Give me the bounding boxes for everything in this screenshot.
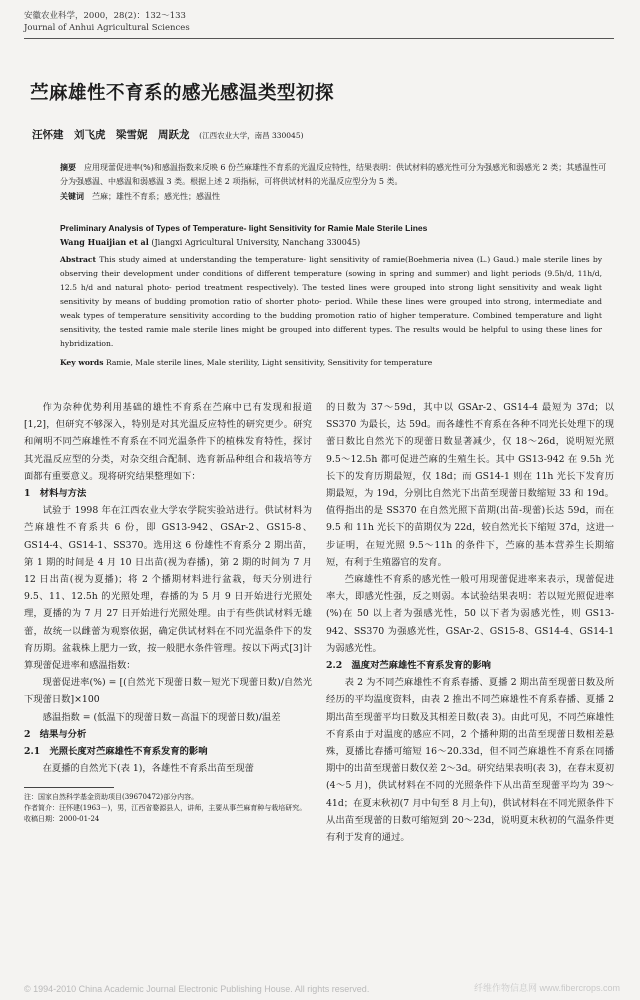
left-column — [24, 399, 312, 846]
watermark: 纤维作物信息网 www.fibercrops.com — [473, 983, 620, 993]
english-author — [60, 236, 614, 249]
english-affiliation: (Jiangxi Agricultural University, Nanchang 330045) — [151, 238, 361, 247]
copyright-line: © 1994-2010 China Academic Journal Electronic Publishing House. All rights reserved. — [24, 984, 370, 994]
english-keywords-label: Key words — [60, 358, 104, 367]
body-columns — [24, 399, 614, 846]
right-column — [326, 399, 614, 846]
body-paragraph: 感温指数 = (低温下的现蕾日数－高温下的现蕾日数)/温差 — [42, 711, 281, 723]
abstract-label: 摘要 — [60, 162, 76, 172]
english-keywords-text: Ramie, Male sterile lines, Male sterility, Light sensitivity, Sensitivity for temperature — [105, 358, 433, 367]
english-abstract-label: Abstract — [60, 255, 97, 264]
authors: 汪怀建 刘飞虎 梁雪妮 周跃龙 — [32, 129, 190, 141]
section-heading: 2.2 温度对苎麻雄性不育系发育的影响 — [326, 660, 491, 672]
author-line — [32, 127, 614, 142]
section-heading: 2.1 光照长度对苎麻雄性不育系发育的影响 — [24, 746, 208, 758]
page-footer — [24, 984, 620, 994]
section-heading: 1 材料与方法 — [24, 488, 87, 500]
journal-name-en: Journal of Anhui Agricultural Sciences — [24, 23, 190, 33]
english-title: Preliminary Analysis of Types of Temperature- light Sensitivity for Ramie Male Sterile Lines — [60, 223, 428, 233]
body-paragraph: 作为杂种优势利用基础的雄性不育系在苎麻中已有发现和报道[1,2]，但研究不够深入，特别是对其光温反应特性的研究更少。研究和阐明不同苎麻雄性不育系在不同光温条件下的植株发育特性，探讨其光温反应型的分类，对杂交组合配制、选育新品种组合和栽培等方面都有重要意义。现将研究结果整理如下： — [24, 402, 312, 482]
section-heading: 2 结果与分析 — [24, 728, 87, 740]
body-paragraph: 现蕾促进率(%) = [(自然光下现蕾日数－短光下现蕾日数)/自然光下现蕾日数]×100 — [24, 677, 312, 706]
english-abstract-text: This study aimed at understanding the temperature- light sensitivity of ramie(Boehmeria nivea (L.) Gaud.) male sterile lines by observing their development under conditions of different temperature (sowing in spring and summer) and light periods (9.5h/d, 11h/d, 12.5 h/d and natural photo- period treatment respectively). The tested lines were grouped into strong light sensitivity and weak light sensitivity by means of budding promotion ratio of shorter photo- period. While these lines were grouped into strong, intermediate and weak types of temperature sensitivity according to the budding promotion ratio of higher temperature. Combined temperature and light sensitivity, the tested ramie male sterile lines might be grouped into different types. The results would be helpful to using these lines for hybridization. — [60, 255, 602, 348]
chinese-abstract — [60, 160, 614, 204]
body-paragraph: 试验于 1998 年在江西农业大学农学院实验站进行。供试材料为苎麻雄性不育系共 6 份，即 GS13-942、GSAr-2、GS15-8、GS14-4、GS14-1、SS370。选用这 6 份雄性不育系分 2 期出苗，第 1 期的时间是 4 月 10 日出苗(视为春播)，第 2 期的时间为 7 月 12 日出苗(视为夏播)；将 2 个播期材料进行盆栽，每天分别进行 9.5、11、12.5h 的光照处理，春播的为 5 月 9 日开始进行光照处理，夏播的为 7 月 27 日开始进行光照处理。由于有些供试材料无雄蕾，故统一以雌蕾为观察依据，确定供试材料在不同光温条件下的发育历期。盆栽株上肥力一致，按一般肥水条件管理。按以下两式[3]计算现蕾促进率和感温指数： — [24, 505, 312, 672]
body-paragraph: 苎麻雄性不育系的感光性一般可用现蕾促进率来表示，现蕾促进率大，即感光性强，反之则弱。本试验结果表明：若以短光照促进率(%)在 50 以上者为强感光性，50 以下者为弱感光性，则 GS13-942、SS370 为强感光性，GSAr-2、GS15-8、GS14-4、GS14-1 为弱感光性。 — [326, 574, 614, 654]
body-paragraph: 的日数为 37～59d，其中以 GSAr-2、GS14-4 最短为 37d；以 SS370 为最长，达 59d。而各雄性不育系在各种不同光长处理下的现蕾日数比自然光下的现蕾日数显著减少，仅 18～26d，说明短光照 9.5～12.5h 都可促进苎麻的生殖生长。其中 GS13-942 在 9.5h 光长下的发育历期最短，仅 18d；而 GS14-1 则在 11h 光长下发育历期最短，为 19d，分别比自然光下出苗至现蕾日数缩短 33 和 19d。值得指出的是 SS370 在自然光照下苗期(出苗-现蕾)长达 59d，而在 9.5 和 11h 光长下的苗期仅为 22d，较自然光长下缩短 37d，这进一步证明，在短光照 9.5～11h 的条件下，苎麻的基本营养生长期缩短，有利于生殖器官的发育。 — [326, 402, 614, 568]
abstract-text: 应用现蕾促进率(%)和感温指数来反映 6 份苎麻雄性不育系的光温反应特性，结果表明：供试材料的感光性可分为强感光和弱感光 2 类；其感温性可分为强感温、中感温和弱感温 3 类。根据上述 2 项指标，可将供试材料的光温反应型分为 5 类。 — [60, 163, 607, 186]
english-abstract — [60, 253, 602, 351]
footnote: 作者简介：汪怀建(1963－)，男，江西省婺源县人，讲师，主要从事苎麻育种与栽培研究。 — [24, 804, 307, 813]
footnote-rule — [24, 787, 114, 788]
keywords-label: 关键词 — [60, 191, 84, 201]
paper-title: 苎麻雄性不育系的感光感温类型初探 — [30, 83, 335, 104]
journal-header — [24, 10, 614, 34]
header-rule — [24, 38, 614, 39]
body-paragraph: 在夏播的自然光下(表 1)，各雄性不育系出苗至现蕾 — [42, 763, 254, 775]
journal-citation: 安徽农业科学，2000，28(2)：132～133 — [24, 11, 186, 21]
keywords-text: 苎麻；雄性不育系；感光性；感温性 — [92, 192, 220, 201]
english-keywords — [60, 357, 602, 369]
footnote: 收稿日期：2000-01-24 — [24, 815, 100, 824]
body-paragraph: 表 2 为不同苎麻雄性不育系春播、夏播 2 期出苗至现蕾日数及所经历的平均温度资料，由表 2 推出不同苎麻雄性不育系春播、夏播 2 期出苗至现蕾平均日数及其相差日数(表 3)。由此可见，不同苎麻雄性不育系由于对温度的感应不同，2 个播种期的出苗至现蕾日数相差悬殊，夏播比春播可缩短 16～20.33d，但不同苎麻雄性不育系在同播期中的出苗至现蕾日数仅差 2～3d。研究结果表明(表 3)，在春末夏初(4～5 月)，供试材料在不同的光照条件下从出苗至现蕾平均为 39～41d；在夏末秋初(7 月中旬至 8 月上旬)，供试材料在不同光照条件下从出苗至现蕾的日数可缩短到 20～23d，说明夏末秋初的气温条件更有利于发育的通过。 — [326, 677, 614, 844]
english-author-name: Wang Huaijian et al — [60, 237, 149, 247]
footnote: 注：国家自然科学基金资助项目(39670472)部分内容。 — [24, 793, 199, 802]
affiliation: (江西农业大学，南昌 330045) — [199, 131, 304, 140]
